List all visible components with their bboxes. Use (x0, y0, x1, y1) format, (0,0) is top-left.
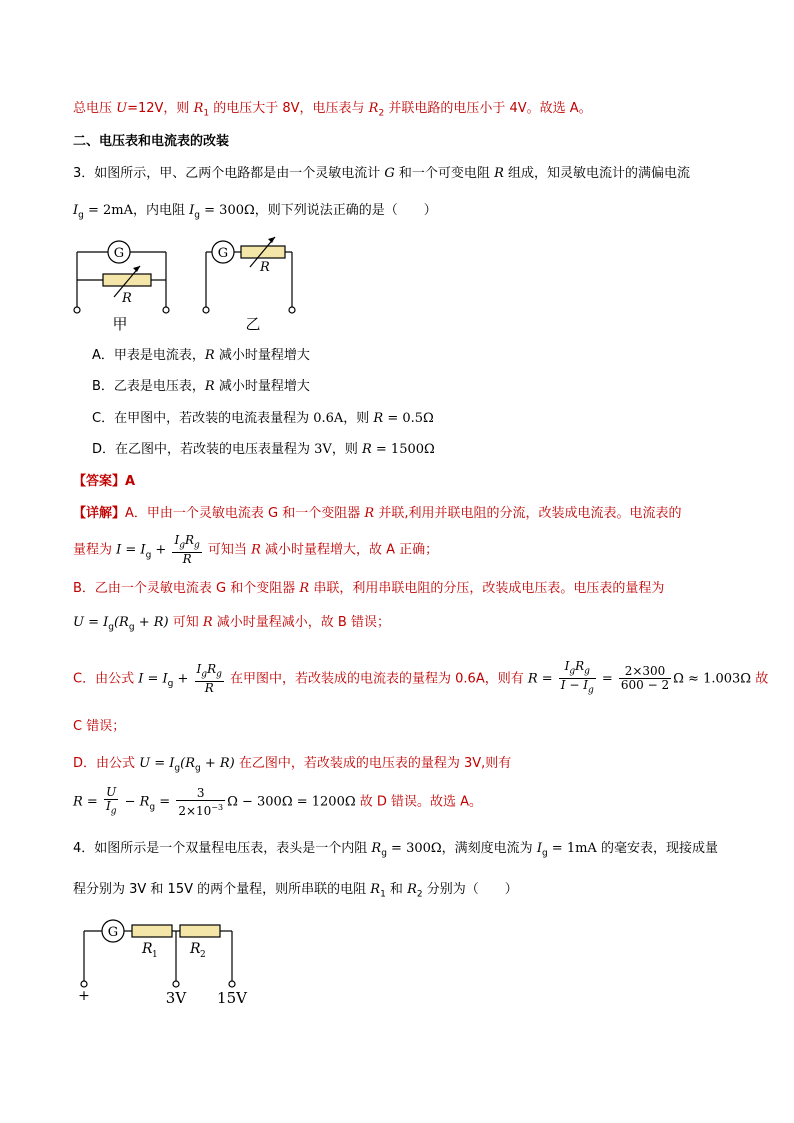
answer-label: 【答案】A (73, 474, 136, 489)
resistor-label-yi: R (260, 260, 270, 275)
galvanometer-label-yi: G (217, 246, 229, 261)
explanation-line-8: R = $\frac{U}{I_g}$ − $R_g$ = $\frac{3}{2\times 10^{-3}}$ Ω − 300Ω = 1200Ω 故 D 错误。故选 A。 (73, 785, 483, 818)
resistor-label-jia: R (122, 291, 132, 306)
question-3-line-1: 3．如图所示，甲、乙两个电路都是由一个灵敏电流计 G 和一个可变电阻 R 组成，知灵敏电流计的满偏电流 (73, 166, 690, 181)
explanation-line-4: $U = I_g(R_g + R)$ 可知 R 减小时量程减小，故 B 错误； (73, 615, 390, 633)
fraction-ig-rg-over-r-2: $\frac{I_gR_g}{R}$ (196, 661, 222, 696)
explanation-line-1: 【详解】A．甲由一个灵敏电流表 G 和一个变阻器 R 并联,利用并联电阻的分流，改装成电流表。电流表的 (73, 506, 682, 521)
explanation-line-3: B．乙由一个灵敏电流表 G 和个变阻器 R 串联，利用串联电阻的分压，改装成电压表。电压表的量程为 (73, 581, 665, 596)
explanation-line-6: C 错误； (73, 719, 126, 734)
section-heading: 二、电压表和电流表的改装 (73, 134, 230, 149)
explanation-line-2: 量程为 $I = I_g$ + $\frac{I_gR_g}{R}$ 可知当 R 减小时量程增大，故 A 正确； (73, 533, 439, 567)
dual-range-voltmeter-diagram (70, 915, 260, 1010)
question-3-line-2: $I_g = 2mA$，内电阻 $I_g = 300\Omega$，则下列说法正确的是（ ） (73, 203, 437, 221)
resistor-r1-label: R (142, 941, 153, 957)
option-d: D．在乙图中，若改装的电压表量程为 3V，则 R = 1500Ω (92, 442, 435, 457)
option-a: A．甲表是电流表，R 减小时量程增大 (92, 348, 310, 363)
resistor-r1-subscript: 1 (152, 950, 158, 960)
galvanometer-label: G (107, 925, 119, 940)
fraction-formula-r: $\frac{I_gR_g}{I - I_g}$ (560, 659, 594, 696)
fraction-3-over-2e-3: $\frac{3}{2\times 10^{-3}}$ (178, 785, 224, 818)
resistor-r2-subscript: 2 (200, 950, 206, 960)
previous-answer-conclusion: 总电压 U=12V，则 $R_1$ 的电压大于 8V，电压表与 $R_2$ 并联电路的电压小于 4V。故选 A。 (73, 101, 592, 119)
figure-label-jia: 甲 (112, 315, 128, 333)
fraction-u-over-ig: $\frac{U}{I_g}$ (105, 785, 117, 817)
terminal-15v-label: 15V (217, 989, 247, 1007)
question-4-line-2: 程分别为 3V 和 15V 的两个量程，则所串联的电阻 $R_1$ 和 $R_2$ 分别为（ ） (73, 882, 518, 900)
figure-label-yi: 乙 (245, 315, 261, 333)
question-4-line-1: 4．如图所示是一个双量程电压表，表头是一个内阻 $R_g = 300\Omega$，满刻度电流为 $I_g = 1mA$ 的毫安表，现接成量 (73, 841, 718, 859)
explanation-line-7: D．由公式 $U = I_g(R_g + R)$ 在乙图中，若改装成的电压表的量程为 3V,则有 (73, 756, 512, 774)
fraction-numeric: $\frac{2\times 300}{600 - 2}$ (620, 664, 670, 693)
positive-terminal-label: + (78, 988, 90, 1004)
option-b: B．乙表是电压表，R 减小时量程增大 (92, 379, 310, 394)
terminal-3v-label: 3V (165, 989, 187, 1007)
galvanometer-label-jia: G (113, 246, 125, 261)
option-c: C．在甲图中，若改装的电流表量程为 0.6A，则 R = 0.5Ω (92, 411, 434, 426)
resistor-r2-label: R (190, 941, 201, 957)
circuit-diagram-jia-yi (60, 235, 320, 335)
fraction-ig-rg-over-r: $\frac{I_gR_g}{R}$ (174, 533, 200, 567)
explanation-line-5: C．由公式 $I = I_g$ + $\frac{I_gR_g}{R}$ 在甲图中，若改装成的电流表的量程为 0.6A，则有 R = $\frac{I_gR_g}{I - I_g}$ = $\frac{2\times 300}{600 - 2}$ Ω ≈ 1.003Ω 故 (73, 659, 769, 696)
